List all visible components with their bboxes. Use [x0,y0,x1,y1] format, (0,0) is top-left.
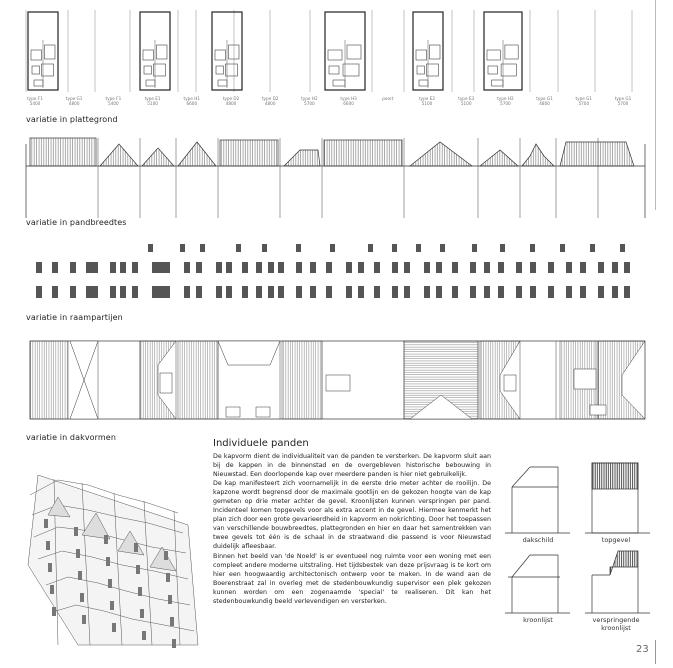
sketch-window [76,549,80,558]
window-mark [92,262,98,273]
window-mark [196,262,202,273]
window-mark [110,262,116,273]
sketch-window [48,563,52,572]
label-kroonlijst: kroonlijst [523,616,553,624]
window-mark [226,262,232,273]
floorplan-drawings [0,0,673,100]
plan-width: 4800 [539,101,550,106]
window-mark [296,262,302,273]
window-mark [268,262,274,273]
window-mark [624,286,630,298]
sketch-window [166,573,170,582]
plan-width: 6600 [343,101,354,106]
plan-width: 5400 [108,101,119,106]
window-mark [470,262,476,273]
window-mark [52,262,58,273]
sketch-window [112,623,116,632]
window-mark [580,262,586,273]
plan-label [216,96,246,106]
window-mark [296,244,301,252]
article-body [213,452,491,606]
plan-type: type D2 [222,96,240,101]
sketch-window [108,579,112,588]
window-mark [590,244,595,252]
plan-width: 5700 [500,101,511,106]
window-mark [278,286,284,298]
plan-type: type D2 [261,96,279,101]
window-mark [440,244,445,252]
window-mark [158,286,164,298]
window-mark [132,262,138,273]
window-mark [152,262,158,273]
window-mark [110,286,116,298]
window-mark [70,262,76,273]
plan-width: 5100 [147,101,158,106]
plan-label [255,96,285,106]
floorplan-4 [325,12,365,90]
window-mark [184,262,190,273]
plan-type: type H1 [183,96,201,101]
window-mark [436,286,442,298]
plan-width: 5700 [617,101,629,106]
plan-width: 5100 [460,101,472,106]
window-mark [530,262,536,273]
window-mark [296,286,302,298]
window-mark [374,262,380,273]
window-mark [242,286,248,298]
window-mark [310,262,316,273]
window-mark [310,286,316,298]
plan-width: 5700 [578,101,590,106]
window-mark [566,262,572,273]
window-mark [392,286,398,298]
plan-label [569,96,599,106]
window-mark [36,262,42,273]
sketch-window [74,527,78,536]
sketch-window [138,587,142,596]
window-mark [180,244,185,252]
window-mark [346,286,352,298]
window-mark [216,262,222,273]
window-mark [184,286,190,298]
window-mark [436,262,442,273]
plan-width: 4800 [264,101,276,106]
floorplan-6 [484,12,522,90]
plan-type: type H2 [301,96,318,101]
section-label-pandbreedtes: variatie in pandbreedtes [26,218,127,227]
floorplan-5 [413,12,443,90]
window-mark [358,262,364,273]
page-divider [655,640,656,664]
plan-width: 5100 [421,101,433,106]
diagram-kroonlijst [505,555,570,613]
plan-label [98,96,128,106]
window-mark [70,286,76,298]
plan-label [138,96,168,106]
window-mark [86,262,92,273]
window-mark [200,244,205,252]
sketch-window [106,557,110,566]
plan-type: type E1 [144,96,161,101]
window-mark [152,286,158,298]
floorplan-1 [28,12,58,90]
plan-label [20,96,50,106]
window-mark [472,244,477,252]
plan-type: type F1 [105,96,122,101]
window-mark [262,244,267,252]
window-mark [424,262,430,273]
window-mark [612,262,618,273]
floorplan-2 [140,12,170,90]
elevation-pandbreedtes [0,128,673,218]
window-mark [346,262,352,273]
floorplan-strip [0,0,673,125]
roof-profiles [30,138,634,166]
plan-width: 4800 [225,101,237,106]
window-mark [404,262,410,273]
window-mark [484,286,490,298]
plan-width: 4800 [68,101,80,106]
window-mark [404,286,410,298]
window-mark [164,286,170,298]
plan-label [59,96,89,106]
window-mark [52,286,58,298]
diagram-verspringende-kroonlijst [585,551,650,613]
window-mark [330,244,335,252]
window-mark [548,286,554,298]
window-mark [598,286,604,298]
plan-width: 5700 [304,101,315,106]
window-mark [36,286,42,298]
window-mark [226,286,232,298]
roof-plan-dakvormen [0,335,673,425]
window-mark [132,286,138,298]
article-paragraph-3: Binnen het beeld van 'de Noeld' is er eventueel nog ruimte voor een woning met een compleet andere moderne uitstraling. Het tijdsbestek van deze prijsvraag is te kort om hier een hoogwaardig architectonisch ontwerp voor te maken. In de wand aan de Boerenstraat zal in overleg met de stedenbouwkundig supervisor een plek gekozen kunnen worden om een zogenaamde 'special' te realiseren. Dit kan het stedenbouwkundig beeld verlevendigen en versterken. [213,552,491,605]
page-number: 23 [636,644,649,655]
sketch-window [104,535,108,544]
window-mark [256,286,262,298]
sketch-window [142,631,146,640]
window-mark [516,262,522,273]
sketch-window [164,551,168,560]
window-mark [416,244,421,252]
window-mark [216,286,222,298]
window-mark [120,262,126,273]
window-mark [452,262,458,273]
window-mark [92,286,98,298]
window-mark [256,262,262,273]
window-pattern [0,238,673,308]
section-label-dakvormen: variatie in dakvormen [26,433,116,442]
window-mark [326,286,332,298]
sketch-window [80,593,84,602]
sketch-window [82,615,86,624]
label-topgevel: topgevel [601,536,631,544]
plan-label [412,96,442,106]
window-mark [268,286,274,298]
window-mark [580,286,586,298]
sketch-window [136,565,140,574]
sketch-window [110,601,114,610]
diagram-topgevel [585,463,650,533]
window-mark [278,262,284,273]
sketch-window [172,639,176,648]
window-mark [164,262,170,273]
window-mark [620,244,625,252]
sketch-window [170,617,174,626]
plan-type: type E3 [458,96,475,101]
plan-label [530,96,560,106]
plan-type: type F1 [27,96,43,101]
window-mark [86,286,92,298]
sketch-window [50,585,54,594]
plan-type: type H2 [497,96,514,101]
window-mark [326,262,332,273]
plan-label [451,96,481,106]
sketch-window [134,543,138,552]
window-mark [158,262,164,273]
plan-label [490,96,520,106]
sketch-window [52,607,56,616]
window-mark [548,262,554,273]
window-mark [358,286,364,298]
window-mark [566,286,572,298]
window-mark [498,262,504,273]
section-label-raampartijen: variatie in raampartijen [26,313,123,322]
plan-type: type G1 [614,96,632,101]
sketch-window [168,595,172,604]
window-mark [560,244,565,252]
plan-width: 5400 [29,101,41,106]
window-mark [374,286,380,298]
window-mark [498,286,504,298]
plan-label [608,96,638,106]
window-mark [516,286,522,298]
diagram-dakschild [505,467,570,533]
floorplan-3 [212,12,242,90]
window-mark [196,286,202,298]
sketch-window [44,519,48,528]
plan-type: type H3 [340,96,357,101]
right-margin-line [655,0,656,210]
street-perspective-sketch [18,455,203,655]
section-label-plattegrond: variatie in plattegrond [26,115,118,124]
plan-type: poort [382,96,394,101]
plan-type: type G1 [536,96,553,101]
window-mark [624,262,630,273]
article-paragraph-2: De kap manifesteert zich voornamelijk in de eerste drie meter achter de rooilijn. De kapzone wordt begrensd door de maximale gootlijn en de gekozen hoogte van de kap gemeten op drie meter achter de gevel. Kroonlijsten kunnen verspringen per pand. Incidenteel komen topgevels voor als extra accent in de gevel. Hiermee kenmerkt het plan zich door een grote gevarieerdheid in kapvorm en nokrichting. Door het toepassen van verschillende bouwbreedtes, plattegronden en hier en daar het samentrekken van twee gevels tot één is de schaal in de straatwand die passend is voor Nieuwstad duidelijk afleesbaar. [213,480,491,551]
window-mark [392,244,397,252]
plan-label [373,96,403,101]
plan-label [177,96,207,106]
window-mark [424,286,430,298]
label-dakschild: dakschild [522,536,554,544]
window-mark [484,262,490,273]
window-mark [120,286,126,298]
window-mark [148,244,153,252]
plan-label [294,96,324,106]
sketch-window [140,609,144,618]
plan-type: type G1 [65,96,83,101]
window-mark [452,286,458,298]
window-mark [598,262,604,273]
window-mark [530,286,536,298]
plan-type: type E2 [419,96,435,101]
sketch-window [46,541,50,550]
window-mark [530,244,535,252]
window-mark [470,286,476,298]
plan-label [334,96,364,106]
plan-width: 6600 [186,101,198,106]
article-title: Individuele panden [213,438,309,449]
sketch-window [78,571,82,580]
window-mark [500,244,505,252]
window-mark [392,262,398,273]
window-mark [368,244,373,252]
window-mark [242,262,248,273]
label-verspringende-kroonlijst: verspringende kroonlijst [592,616,640,632]
window-mark [236,244,241,252]
plan-type: type G1 [575,96,593,101]
window-mark [612,286,618,298]
article-paragraph-1: De kapvorm dient de individualiteit van de panden te versterken. De kapvorm sluit aan bij de kappen in de binnenstad en de overgebleven historische bebouwing in Nieuwstad. Een doorlopende kap over meerdere panden is hier niet gebruikelijk. [213,453,491,479]
